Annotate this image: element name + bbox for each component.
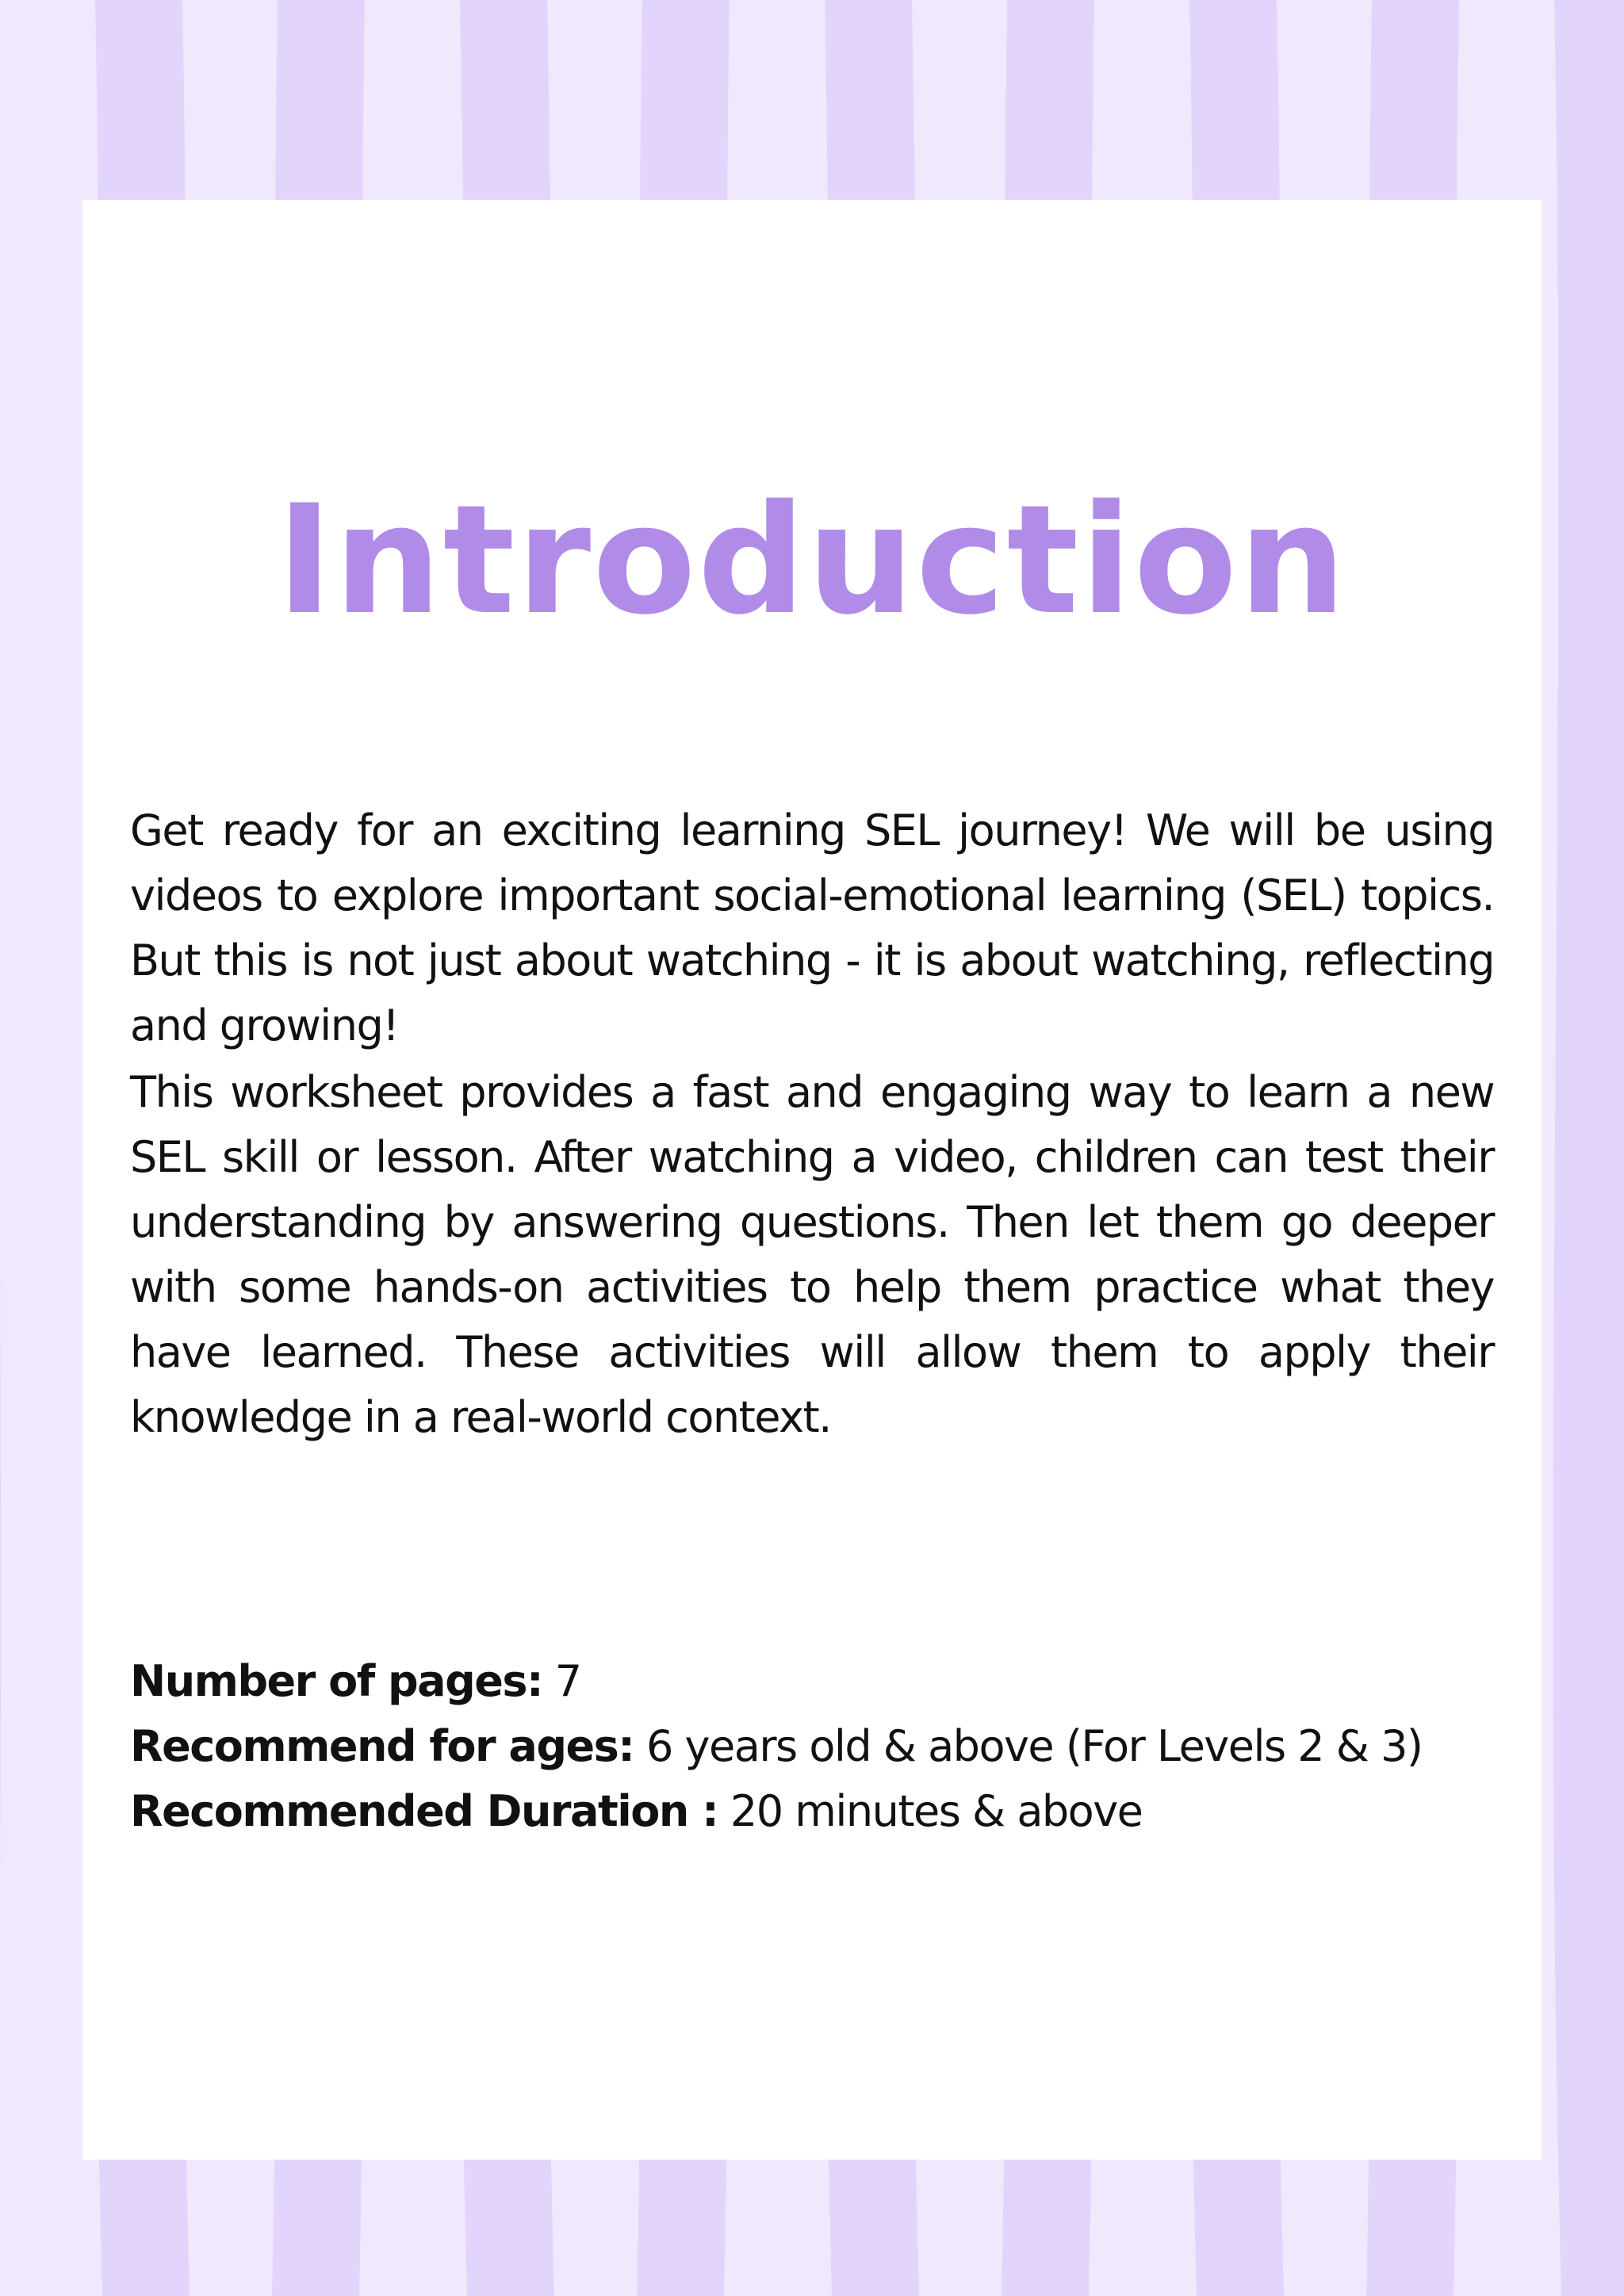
ages-label: Recommend for ages:: [130, 1721, 634, 1771]
pages-label: Number of pages:: [130, 1656, 543, 1706]
duration-label: Recommended Duration :: [130, 1786, 718, 1836]
intro-paragraph-1: Get ready for an exciting learning SEL journey! We will be using videos to explore important social-emotional learning (SEL) topics. But this is not just about watching - it is about watching, reflecting and growing!: [130, 806, 1494, 1050]
duration-value: 20 minutes & above: [718, 1786, 1143, 1836]
content-card: [82, 200, 1542, 2160]
duration-info: [130, 1779, 1494, 1844]
ages-value: 6 years old & above (For Levels 2 & 3): [634, 1721, 1423, 1771]
pages-value: 7: [542, 1656, 581, 1706]
background-stripe: [1553, 0, 1624, 2296]
pages-info: [130, 1649, 1494, 1714]
page-title: Introduction: [276, 473, 1348, 648]
intro-paragraph-2: This worksheet provides a fast and engaging way to learn a new SEL skill or lesson. After watching a video, children can test their understanding by answering questions. Then let them go deeper with some hands-on activities to help them practice what they have learned. These activities will allow them to apply their knowledge in a real-world context.: [130, 1067, 1494, 1442]
ages-info: [130, 1714, 1494, 1779]
worksheet-info: [130, 1649, 1494, 1844]
